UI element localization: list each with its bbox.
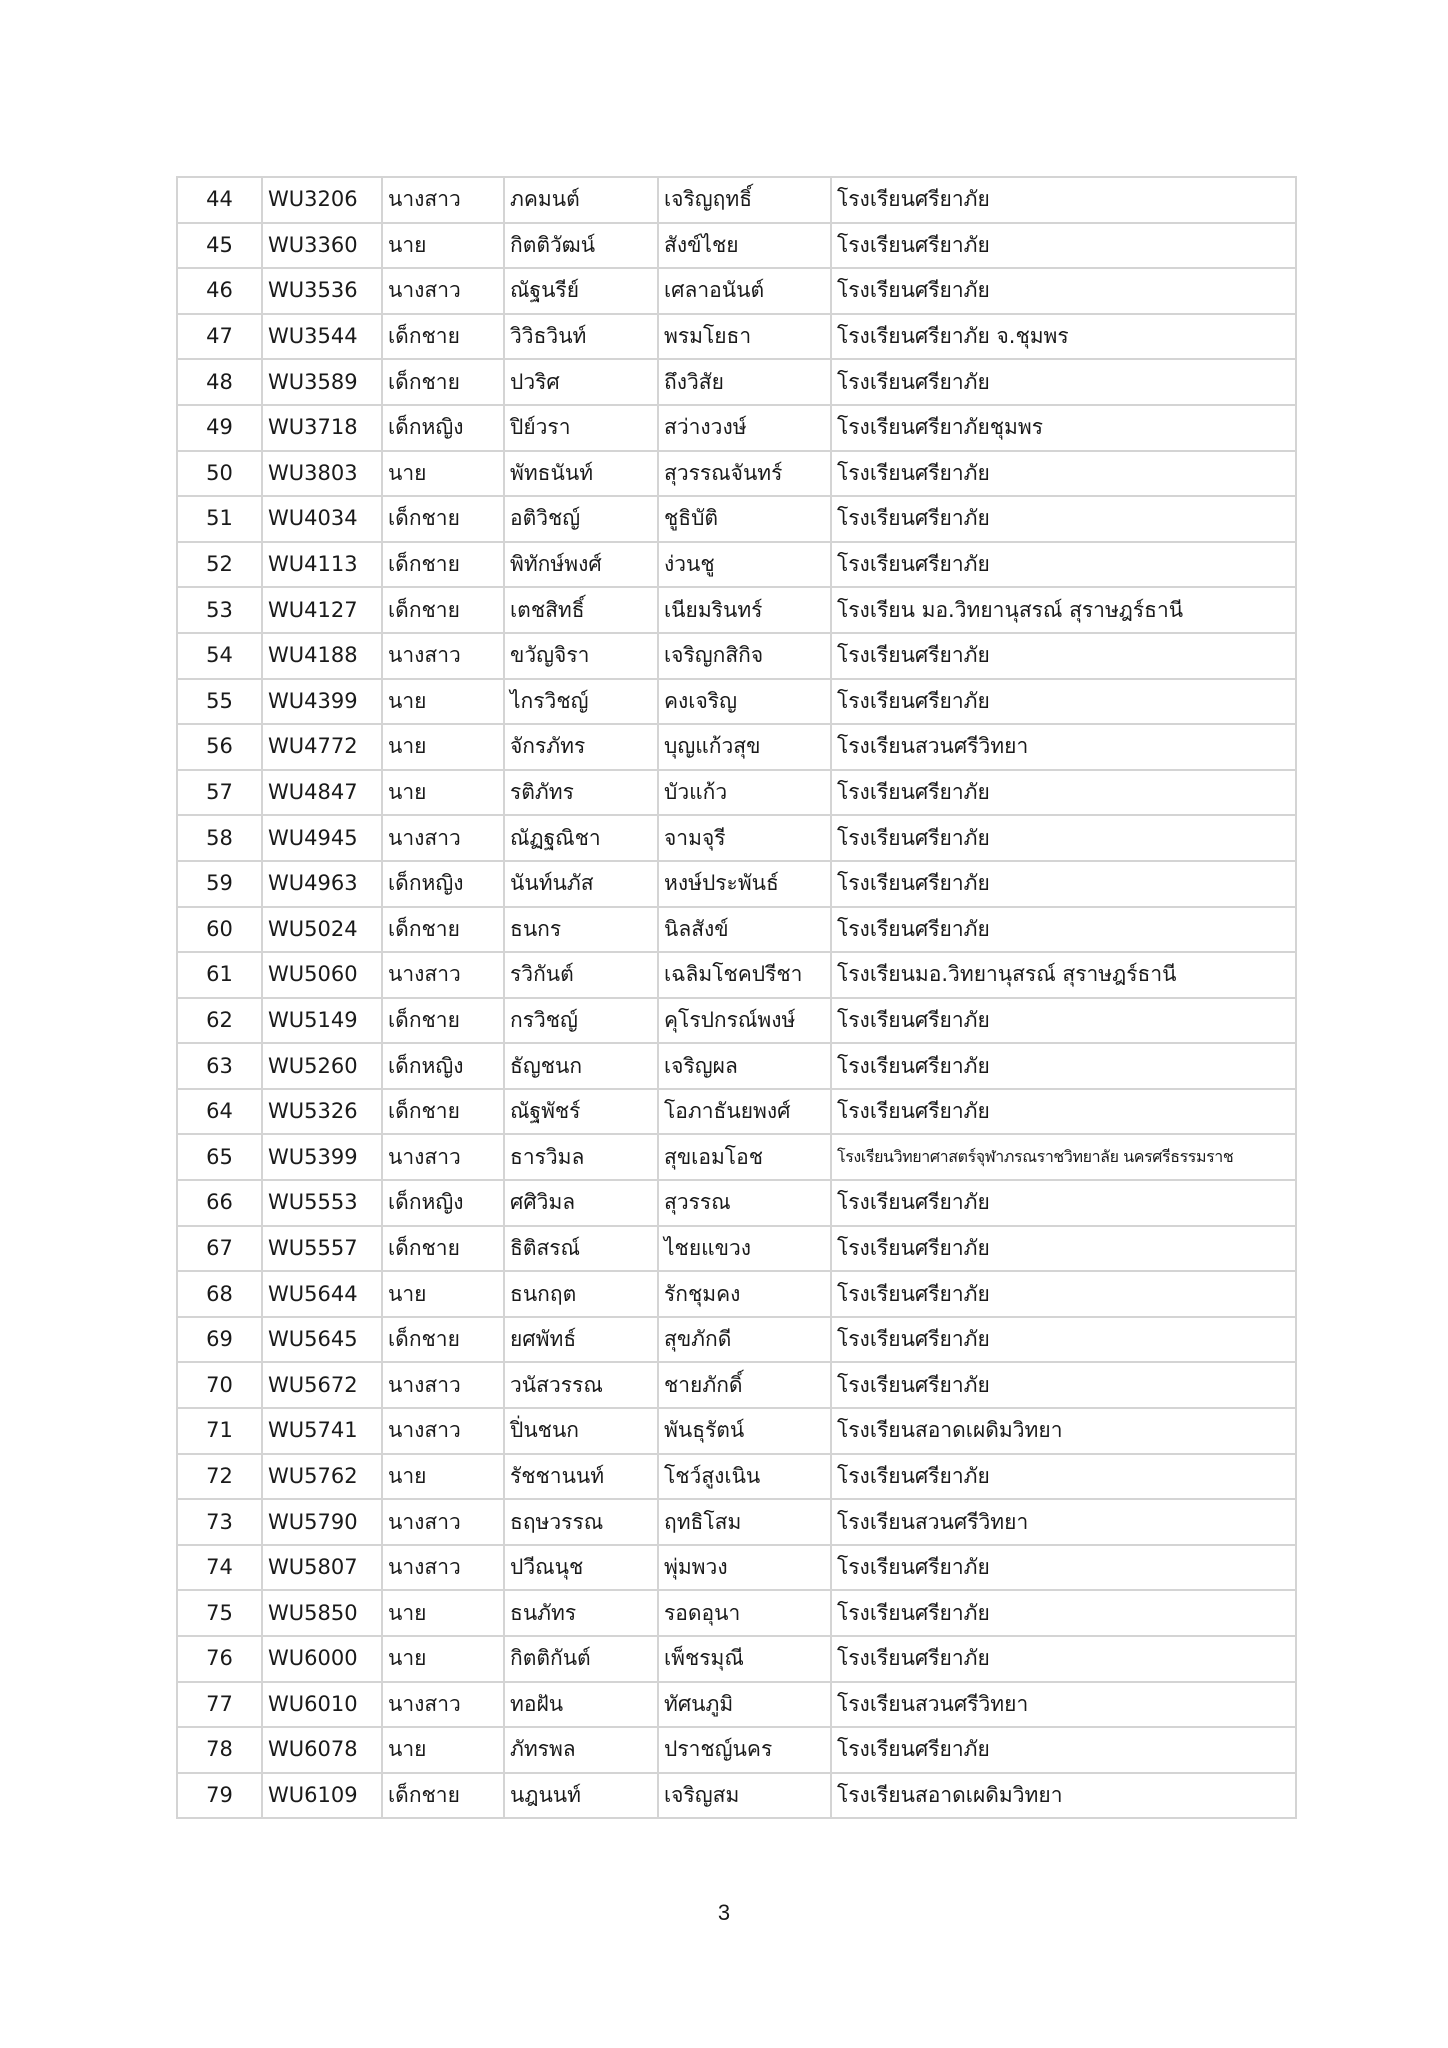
table-row <box>177 952 1296 998</box>
first-name-cell: ธัญชนก <box>504 1043 658 1089</box>
last-name-cell: โอภาธันยพงศ์ <box>658 1089 831 1135</box>
school-name-cell: โรงเรียนศรียาภัย <box>831 542 1296 588</box>
last-name-cell: เจริญฤทธิ์ <box>658 177 831 223</box>
row-number-cell: 52 <box>177 542 262 588</box>
last-name-cell: เจริญสม <box>658 1773 831 1819</box>
applicant-id-cell: WU4127 <box>262 587 382 633</box>
last-name-cell: ปราชญ์นคร <box>658 1727 831 1773</box>
row-number-cell: 67 <box>177 1226 262 1272</box>
school-name-cell: โรงเรียนศรียาภัย <box>831 223 1296 269</box>
last-name-cell: ชูธิบัติ <box>658 496 831 542</box>
applicant-id-cell: WU4188 <box>262 633 382 679</box>
row-number-cell: 59 <box>177 861 262 907</box>
row-number-cell: 51 <box>177 496 262 542</box>
first-name-cell: รติภัทร <box>504 770 658 816</box>
applicant-id-cell: WU3544 <box>262 314 382 360</box>
applicant-id-cell: WU5399 <box>262 1134 382 1180</box>
school-name-cell: โรงเรียนศรียาภัย <box>831 770 1296 816</box>
school-name-cell: โรงเรียนศรียาภัย <box>831 496 1296 542</box>
last-name-cell: สุวรรณจันทร์ <box>658 451 831 497</box>
school-name-cell: โรงเรียนสอาดเผดิมวิทยา <box>831 1773 1296 1819</box>
first-name-cell: ธนภัทร <box>504 1590 658 1636</box>
table-row <box>177 1773 1296 1819</box>
table-row <box>177 451 1296 497</box>
table-row <box>177 679 1296 725</box>
first-name-cell: ณัฏฐณิชา <box>504 815 658 861</box>
last-name-cell: ถึงวิสัย <box>658 359 831 405</box>
name-prefix-cell: นางสาว <box>382 815 504 861</box>
last-name-cell: สุวรรณ <box>658 1180 831 1226</box>
school-name-cell: โรงเรียนศรียาภัย <box>831 1043 1296 1089</box>
last-name-cell: นิลสังข์ <box>658 907 831 953</box>
school-name-cell: โรงเรียนสวนศรีวิทยา <box>831 1499 1296 1545</box>
table-row <box>177 1499 1296 1545</box>
table-row <box>177 1545 1296 1591</box>
row-number-cell: 72 <box>177 1454 262 1500</box>
table-row <box>177 314 1296 360</box>
name-prefix-cell: นางสาว <box>382 1408 504 1454</box>
first-name-cell: นันท์นภัส <box>504 861 658 907</box>
school-name-cell: โรงเรียนศรียาภัย <box>831 1362 1296 1408</box>
last-name-cell: รอดอุนา <box>658 1590 831 1636</box>
first-name-cell: ธฤษวรรณ <box>504 1499 658 1545</box>
school-name-cell: โรงเรียน มอ.วิทยานุสรณ์ สุราษฎร์ธานี <box>831 587 1296 633</box>
name-prefix-cell: นาย <box>382 1454 504 1500</box>
row-number-cell: 64 <box>177 1089 262 1135</box>
first-name-cell: นฎนนท์ <box>504 1773 658 1819</box>
row-number-cell: 78 <box>177 1727 262 1773</box>
row-number-cell: 77 <box>177 1682 262 1728</box>
last-name-cell: บุญแก้วสุข <box>658 724 831 770</box>
applicant-id-cell: WU4399 <box>262 679 382 725</box>
last-name-cell: สุขเอมโอช <box>658 1134 831 1180</box>
row-number-cell: 57 <box>177 770 262 816</box>
row-number-cell: 62 <box>177 998 262 1044</box>
table-row <box>177 542 1296 588</box>
last-name-cell: คงเจริญ <box>658 679 831 725</box>
row-number-cell: 47 <box>177 314 262 360</box>
last-name-cell: คุโรปกรณ์พงษ์ <box>658 998 831 1044</box>
first-name-cell: ยศพัทธ์ <box>504 1317 658 1363</box>
name-prefix-cell: นางสาว <box>382 177 504 223</box>
first-name-cell: ณัฐนรีย์ <box>504 268 658 314</box>
applicant-id-cell: WU3589 <box>262 359 382 405</box>
name-prefix-cell: นาย <box>382 223 504 269</box>
applicant-id-cell: WU4847 <box>262 770 382 816</box>
school-name-cell: โรงเรียนวิทยาศาสตร์จุฬาภรณราชวิทยาลัย นครศรีธรรมราช <box>831 1134 1296 1180</box>
table-row <box>177 1362 1296 1408</box>
first-name-cell: ธิติสรณ์ <box>504 1226 658 1272</box>
name-prefix-cell: นางสาว <box>382 1499 504 1545</box>
row-number-cell: 75 <box>177 1590 262 1636</box>
applicant-id-cell: WU5790 <box>262 1499 382 1545</box>
last-name-cell: หงษ์ประพันธ์ <box>658 861 831 907</box>
school-name-cell: โรงเรียนศรียาภัย <box>831 1636 1296 1682</box>
applicant-id-cell: WU6010 <box>262 1682 382 1728</box>
applicant-id-cell: WU4963 <box>262 861 382 907</box>
school-name-cell: โรงเรียนสวนศรีวิทยา <box>831 724 1296 770</box>
applicant-id-cell: WU5762 <box>262 1454 382 1500</box>
applicant-id-cell: WU3536 <box>262 268 382 314</box>
first-name-cell: จักรภัทร <box>504 724 658 770</box>
school-name-cell: โรงเรียนมอ.วิทยานุสรณ์ สุราษฎร์ธานี <box>831 952 1296 998</box>
row-number-cell: 65 <box>177 1134 262 1180</box>
first-name-cell: ภคมนต์ <box>504 177 658 223</box>
applicant-id-cell: WU5326 <box>262 1089 382 1135</box>
row-number-cell: 44 <box>177 177 262 223</box>
first-name-cell: ไกรวิชญ์ <box>504 679 658 725</box>
name-prefix-cell: นาย <box>382 1271 504 1317</box>
applicant-id-cell: WU4034 <box>262 496 382 542</box>
applicant-id-cell: WU5060 <box>262 952 382 998</box>
applicant-id-cell: WU5024 <box>262 907 382 953</box>
table-row <box>177 1636 1296 1682</box>
school-name-cell: โรงเรียนศรียาภัย <box>831 907 1296 953</box>
table-row <box>177 907 1296 953</box>
school-name-cell: โรงเรียนศรียาภัย <box>831 1317 1296 1363</box>
last-name-cell: ชายภักดิ์ <box>658 1362 831 1408</box>
table-row <box>177 1134 1296 1180</box>
name-prefix-cell: นาย <box>382 1727 504 1773</box>
last-name-cell: ง่วนชู <box>658 542 831 588</box>
name-prefix-cell: นางสาว <box>382 268 504 314</box>
first-name-cell: ขวัญจิรา <box>504 633 658 679</box>
last-name-cell: เฉลิมโชคปรีชา <box>658 952 831 998</box>
page-number: 3 <box>717 1900 731 1925</box>
last-name-cell: เจริญกสิกิจ <box>658 633 831 679</box>
table-row <box>177 633 1296 679</box>
applicant-id-cell: WU3360 <box>262 223 382 269</box>
first-name-cell: ปิย์วรา <box>504 405 658 451</box>
table-row <box>177 223 1296 269</box>
last-name-cell: พันธุรัตน์ <box>658 1408 831 1454</box>
row-number-cell: 54 <box>177 633 262 679</box>
name-prefix-cell: เด็กชาย <box>382 314 504 360</box>
table-row <box>177 177 1296 223</box>
school-name-cell: โรงเรียนศรียาภัย <box>831 359 1296 405</box>
applicant-id-cell: WU5741 <box>262 1408 382 1454</box>
school-name-cell: โรงเรียนศรียาภัย <box>831 679 1296 725</box>
last-name-cell: เนียมรินทร์ <box>658 587 831 633</box>
row-number-cell: 71 <box>177 1408 262 1454</box>
applicant-id-cell: WU5149 <box>262 998 382 1044</box>
applicant-id-cell: WU5850 <box>262 1590 382 1636</box>
name-prefix-cell: เด็กชาย <box>382 907 504 953</box>
table-row <box>177 1271 1296 1317</box>
name-prefix-cell: นาย <box>382 1636 504 1682</box>
name-prefix-cell: นางสาว <box>382 1682 504 1728</box>
applicant-id-cell: WU5672 <box>262 1362 382 1408</box>
name-prefix-cell: นาย <box>382 451 504 497</box>
table-row <box>177 1226 1296 1272</box>
applicant-id-cell: WU5260 <box>262 1043 382 1089</box>
school-name-cell: โรงเรียนศรียาภัย <box>831 1590 1296 1636</box>
table-row <box>177 1408 1296 1454</box>
school-name-cell: โรงเรียนศรียาภัย <box>831 1545 1296 1591</box>
row-number-cell: 68 <box>177 1271 262 1317</box>
first-name-cell: ปวีณนุช <box>504 1545 658 1591</box>
name-prefix-cell: เด็กชาย <box>382 998 504 1044</box>
last-name-cell: ฤทธิโสม <box>658 1499 831 1545</box>
first-name-cell: อติวิชญ์ <box>504 496 658 542</box>
applicant-id-cell: WU5557 <box>262 1226 382 1272</box>
name-prefix-cell: เด็กหญิง <box>382 861 504 907</box>
table-row <box>177 359 1296 405</box>
last-name-cell: พุ่มพวง <box>658 1545 831 1591</box>
table-row <box>177 1727 1296 1773</box>
row-number-cell: 66 <box>177 1180 262 1226</box>
table-row <box>177 770 1296 816</box>
applicant-id-cell: WU5644 <box>262 1271 382 1317</box>
school-name-cell: โรงเรียนศรียาภัย <box>831 268 1296 314</box>
school-name-cell: โรงเรียนศรียาภัย <box>831 815 1296 861</box>
school-name-cell: โรงเรียนศรียาภัย <box>831 1180 1296 1226</box>
table-row <box>177 1454 1296 1500</box>
applicant-id-cell: WU6109 <box>262 1773 382 1819</box>
first-name-cell: ณัฐพัชร์ <box>504 1089 658 1135</box>
applicant-id-cell: WU6078 <box>262 1727 382 1773</box>
table-row <box>177 815 1296 861</box>
name-prefix-cell: เด็กชาย <box>382 1773 504 1819</box>
last-name-cell: เศลาอนันต์ <box>658 268 831 314</box>
school-name-cell: โรงเรียนสอาดเผดิมวิทยา <box>831 1408 1296 1454</box>
applicant-id-cell: WU4945 <box>262 815 382 861</box>
school-name-cell: โรงเรียนศรียาภัยชุมพร <box>831 405 1296 451</box>
row-number-cell: 61 <box>177 952 262 998</box>
school-name-cell: โรงเรียนศรียาภัย <box>831 177 1296 223</box>
applicant-id-cell: WU5807 <box>262 1545 382 1591</box>
school-name-cell: โรงเรียนศรียาภัย <box>831 451 1296 497</box>
first-name-cell: วิวิธวินท์ <box>504 314 658 360</box>
applicant-id-cell: WU6000 <box>262 1636 382 1682</box>
row-number-cell: 70 <box>177 1362 262 1408</box>
table-row <box>177 1089 1296 1135</box>
first-name-cell: รวิกันต์ <box>504 952 658 998</box>
last-name-cell: สว่างวงษ์ <box>658 405 831 451</box>
first-name-cell: ศศิวิมล <box>504 1180 658 1226</box>
table-body <box>177 177 1296 1818</box>
first-name-cell: ทอฝัน <box>504 1682 658 1728</box>
last-name-cell: สังข์ไชย <box>658 223 831 269</box>
first-name-cell: ปิ่นชนก <box>504 1408 658 1454</box>
student-list-table <box>176 176 1297 1819</box>
name-prefix-cell: นางสาว <box>382 1545 504 1591</box>
last-name-cell: เพ็ชรมุณี <box>658 1636 831 1682</box>
name-prefix-cell: เด็กชาย <box>382 1226 504 1272</box>
name-prefix-cell: นาย <box>382 770 504 816</box>
row-number-cell: 45 <box>177 223 262 269</box>
table-row <box>177 268 1296 314</box>
row-number-cell: 74 <box>177 1545 262 1591</box>
last-name-cell: สุขภักดี <box>658 1317 831 1363</box>
first-name-cell: วนัสวรรณ <box>504 1362 658 1408</box>
last-name-cell: รักชุมคง <box>658 1271 831 1317</box>
school-name-cell: โรงเรียนศรียาภัย <box>831 1727 1296 1773</box>
school-name-cell: โรงเรียนศรียาภัย จ.ชุมพร <box>831 314 1296 360</box>
applicant-id-cell: WU3803 <box>262 451 382 497</box>
table-row <box>177 587 1296 633</box>
first-name-cell: เตชสิทธิ์ <box>504 587 658 633</box>
school-name-cell: โรงเรียนศรียาภัย <box>831 1271 1296 1317</box>
table-row <box>177 496 1296 542</box>
name-prefix-cell: นางสาว <box>382 1362 504 1408</box>
name-prefix-cell: นาย <box>382 679 504 725</box>
table-row <box>177 998 1296 1044</box>
first-name-cell: ภัทรพล <box>504 1727 658 1773</box>
table-row <box>177 1180 1296 1226</box>
first-name-cell: ธนกฤต <box>504 1271 658 1317</box>
school-name-cell: โรงเรียนศรียาภัย <box>831 1226 1296 1272</box>
row-number-cell: 60 <box>177 907 262 953</box>
last-name-cell: เจริญผล <box>658 1043 831 1089</box>
row-number-cell: 50 <box>177 451 262 497</box>
row-number-cell: 79 <box>177 1773 262 1819</box>
row-number-cell: 63 <box>177 1043 262 1089</box>
row-number-cell: 73 <box>177 1499 262 1545</box>
last-name-cell: บัวแก้ว <box>658 770 831 816</box>
first-name-cell: พิทักษ์พงศ์ <box>504 542 658 588</box>
name-prefix-cell: นางสาว <box>382 633 504 679</box>
table-row <box>177 1682 1296 1728</box>
row-number-cell: 49 <box>177 405 262 451</box>
applicant-id-cell: WU3718 <box>262 405 382 451</box>
row-number-cell: 58 <box>177 815 262 861</box>
name-prefix-cell: เด็กหญิง <box>382 405 504 451</box>
first-name-cell: ปวริศ <box>504 359 658 405</box>
name-prefix-cell: เด็กชาย <box>382 1089 504 1135</box>
last-name-cell: ทัศนภูมิ <box>658 1682 831 1728</box>
table-row <box>177 724 1296 770</box>
applicant-id-cell: WU5645 <box>262 1317 382 1363</box>
applicant-id-cell: WU3206 <box>262 177 382 223</box>
row-number-cell: 53 <box>177 587 262 633</box>
table-row <box>177 1590 1296 1636</box>
name-prefix-cell: นาย <box>382 1590 504 1636</box>
table-row <box>177 1317 1296 1363</box>
name-prefix-cell: เด็กชาย <box>382 587 504 633</box>
last-name-cell: พรมโยธา <box>658 314 831 360</box>
school-name-cell: โรงเรียนศรียาภัย <box>831 1089 1296 1135</box>
name-prefix-cell: เด็กชาย <box>382 1317 504 1363</box>
applicant-id-cell: WU4772 <box>262 724 382 770</box>
applicant-id-cell: WU5553 <box>262 1180 382 1226</box>
first-name-cell: รัชชานนท์ <box>504 1454 658 1500</box>
first-name-cell: กรวิชญ์ <box>504 998 658 1044</box>
name-prefix-cell: นาย <box>382 724 504 770</box>
first-name-cell: ธนกร <box>504 907 658 953</box>
last-name-cell: ไชยแขวง <box>658 1226 831 1272</box>
name-prefix-cell: เด็กชาย <box>382 542 504 588</box>
first-name-cell: พัทธนันท์ <box>504 451 658 497</box>
row-number-cell: 46 <box>177 268 262 314</box>
first-name-cell: ธารวิมล <box>504 1134 658 1180</box>
applicant-id-cell: WU4113 <box>262 542 382 588</box>
school-name-cell: โรงเรียนสวนศรีวิทยา <box>831 1682 1296 1728</box>
first-name-cell: กิตติวัฒน์ <box>504 223 658 269</box>
row-number-cell: 56 <box>177 724 262 770</box>
row-number-cell: 55 <box>177 679 262 725</box>
table-row <box>177 405 1296 451</box>
last-name-cell: จามจุรี <box>658 815 831 861</box>
first-name-cell: กิตติกันต์ <box>504 1636 658 1682</box>
table-row <box>177 861 1296 907</box>
table-row <box>177 1043 1296 1089</box>
name-prefix-cell: นางสาว <box>382 1134 504 1180</box>
school-name-cell: โรงเรียนศรียาภัย <box>831 998 1296 1044</box>
name-prefix-cell: เด็กชาย <box>382 496 504 542</box>
name-prefix-cell: นางสาว <box>382 952 504 998</box>
name-prefix-cell: เด็กหญิง <box>382 1180 504 1226</box>
school-name-cell: โรงเรียนศรียาภัย <box>831 861 1296 907</box>
row-number-cell: 69 <box>177 1317 262 1363</box>
row-number-cell: 48 <box>177 359 262 405</box>
row-number-cell: 76 <box>177 1636 262 1682</box>
name-prefix-cell: เด็กชาย <box>382 359 504 405</box>
name-prefix-cell: เด็กหญิง <box>382 1043 504 1089</box>
school-name-cell: โรงเรียนศรียาภัย <box>831 633 1296 679</box>
last-name-cell: โชว์สูงเนิน <box>658 1454 831 1500</box>
school-name-cell: โรงเรียนศรียาภัย <box>831 1454 1296 1500</box>
